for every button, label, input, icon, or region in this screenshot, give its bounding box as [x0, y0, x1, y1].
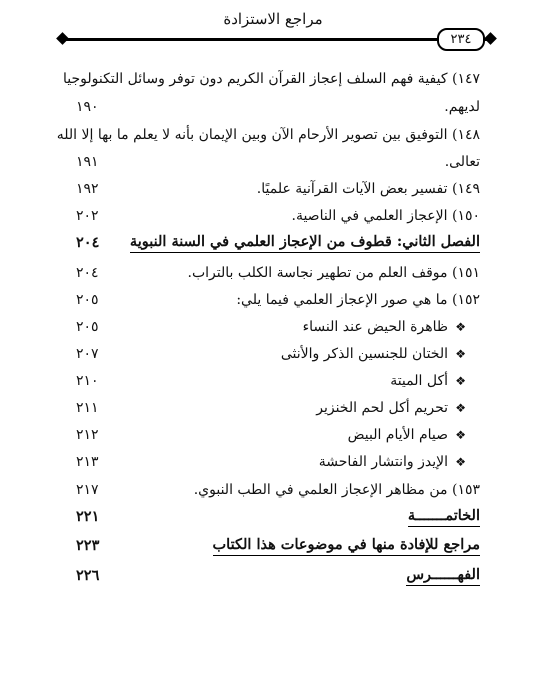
toc-entry-page: ١٩١: [76, 154, 99, 170]
toc-entry-title: مراجع للإفادة منها في موضوعات هذا الكتاب: [213, 535, 480, 556]
toc-entry: [70, 151, 480, 173]
toc-entry-title: الخاتمـــــــة: [408, 506, 480, 527]
toc-entry-page: ٢٠٤: [76, 265, 99, 281]
toc-entry: [70, 205, 480, 227]
toc-chapter-heading: [70, 535, 480, 557]
page-number: ٢٣٤: [437, 28, 485, 51]
toc-entry: [70, 479, 480, 501]
toc-entry-title: ١٤٩) تفسير بعض الآيات القرآنية علميًا.: [256, 181, 480, 197]
toc-entry-title: تعالى.: [444, 154, 480, 170]
toc-entry: [56, 124, 480, 146]
toc-entry-page: ٢٠٥: [76, 319, 99, 335]
toc-chapter-heading: [70, 506, 480, 528]
toc-entry-page: ٢٠٢: [76, 208, 99, 224]
toc-entry-title: الفهــــــرس: [406, 565, 480, 586]
toc-entry-page: ٢٢٣: [76, 537, 100, 554]
toc-entry-title: ظاهرة الحيض عند النساء: [302, 319, 448, 335]
toc-subentry: [70, 424, 480, 446]
toc-entry: [70, 178, 480, 200]
toc-entry-title: ١٥٠) الإعجاز العلمي في الناصية.: [291, 208, 480, 224]
toc-subentry: [70, 316, 480, 338]
toc-entry-page: ١٩٠: [76, 99, 99, 115]
toc-entry: [70, 96, 480, 118]
toc-entry-title: الفصل الثاني: قطوف من الإعجاز العلمي في السنة النبوية: [130, 232, 480, 253]
toc-entry-title: ١٥٢) ما هي صور الإعجاز العلمي فيما يلي:: [236, 292, 480, 308]
bullet-diamond-icon: ❖: [455, 374, 466, 388]
toc-entry-page: ١٩٢: [76, 181, 99, 197]
toc-entry-page: ٢٢٦: [76, 567, 100, 584]
bullet-diamond-icon: ❖: [455, 401, 466, 415]
toc-subentry: [70, 397, 480, 419]
running-title: مراجع الاستزادة: [223, 10, 323, 28]
toc-entry-page: ٢١٣: [76, 454, 99, 470]
toc-entry-title: أكل الميتة: [390, 373, 448, 389]
toc-entry-page: ٢٠٤: [76, 234, 100, 251]
toc-entry-page: ٢٠٥: [76, 292, 99, 308]
toc-entry: [70, 262, 480, 284]
toc-entry-page: ٢١٠: [76, 373, 99, 389]
toc-chapter-heading: [70, 565, 480, 587]
toc-chapter-heading: [70, 232, 480, 254]
toc-entry-title: ١٤٨) التوفيق بين تصوير الأرحام الآن وبين الإيمان بأنه لا يعلم ما بها إلا الله: [56, 127, 480, 143]
bullet-diamond-icon: ❖: [455, 455, 466, 469]
toc-entry-title: ١٤٧) كيفية فهم السلف إعجاز القرآن الكريم دون توفر وسائل التكنولوجيا: [62, 71, 480, 87]
toc-subentry: [70, 343, 480, 365]
toc-entry-page: ٢١٢: [76, 427, 99, 443]
toc-entry-page: ٢١١: [76, 400, 99, 416]
toc-entry: [70, 289, 480, 311]
toc-entry-page: ٢٢١: [76, 508, 100, 525]
toc-entry-page: ٢١٧: [76, 482, 99, 498]
bullet-diamond-icon: ❖: [455, 347, 466, 361]
toc-entry-title: ١٥١) موقف العلم من تطهير نجاسة الكلب بالتراب.: [187, 265, 480, 281]
toc-entry-title: لديهم.: [444, 99, 480, 115]
toc-entry-title: الختان للجنسين الذكر والأنثى: [280, 346, 448, 362]
toc-subentry: [70, 370, 480, 392]
toc-entry: [62, 68, 480, 90]
toc-entry-title: الإيدز وانتشار الفاحشة: [318, 454, 448, 470]
toc-subentry: [70, 451, 480, 473]
toc-entry-title: ١٥٣) من مظاهر الإعجاز العلمي في الطب النبوي.: [193, 482, 480, 498]
bullet-diamond-icon: ❖: [455, 428, 466, 442]
bullet-diamond-icon: ❖: [455, 320, 466, 334]
toc-entry-title: تحريم أكل لحم الخنزير: [316, 400, 448, 416]
toc-entry-page: ٢٠٧: [76, 346, 99, 362]
toc-entry-title: صيام الأيام البيض: [347, 427, 448, 443]
